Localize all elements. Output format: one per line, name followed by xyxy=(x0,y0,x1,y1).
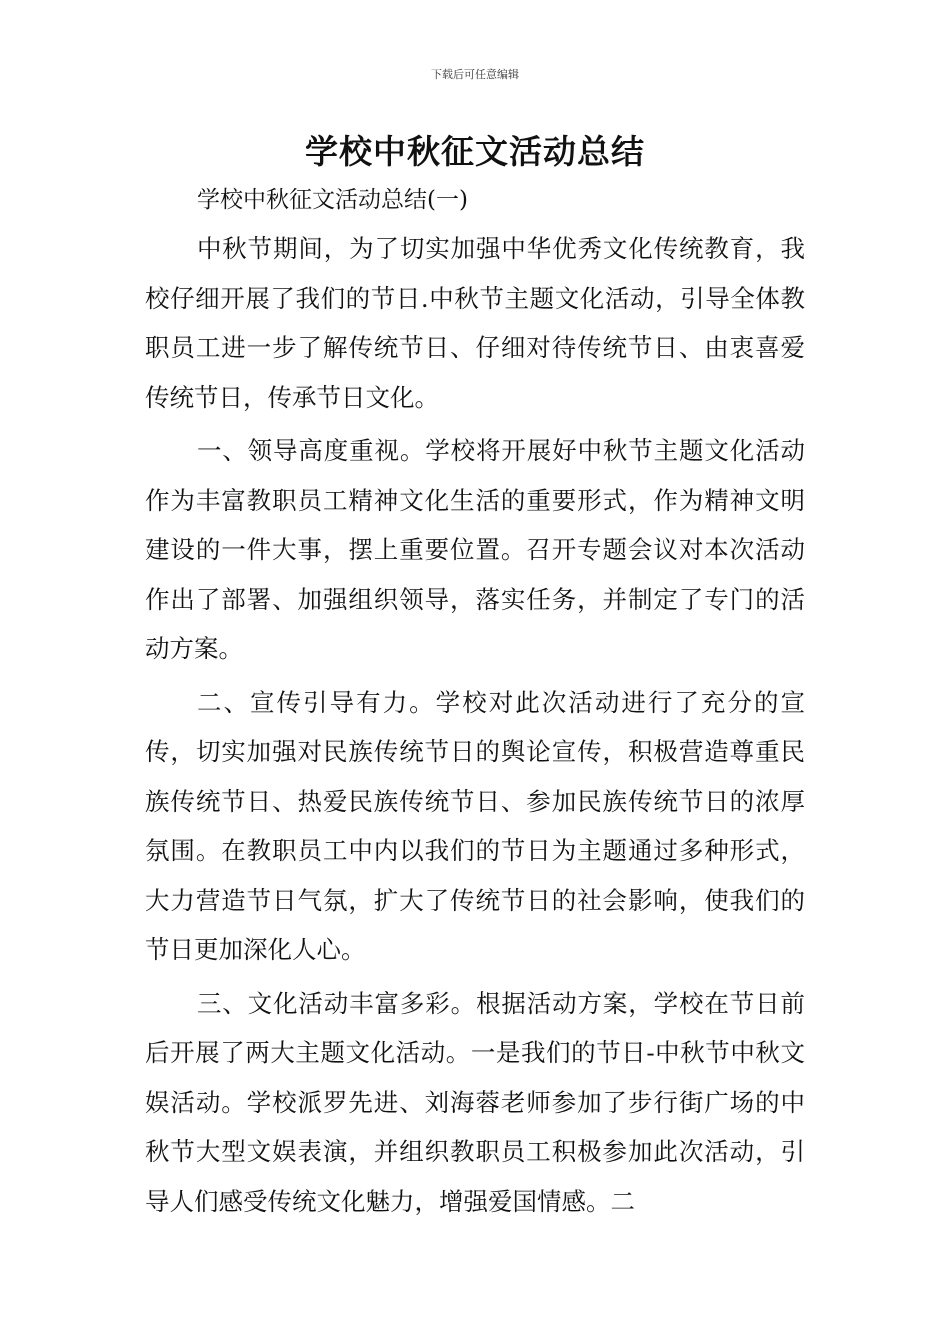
paragraph-section-2: 二、宣传引导有力。学校对此次活动进行了充分的宣传，切实加强对民族传统节日的舆论宣传，积极营造尊重民族传统节日、热爱民族传统节日、参加民族传统节日的浓厚氛围。在教职员工中内以我们的节日为主题通过多种形式，大力营造节日气氛，扩大了传统节日的社会影响，使我们的节日更加深化人心。 xyxy=(145,687,805,964)
document-title: 学校中秋征文活动总结 xyxy=(305,132,645,171)
paragraph-intro: 中秋节期间，为了切实加强中华优秀文化传统教育，我校仔细开展了我们的节日.中秋节主题文化活动，引导全体教职员工进一步了解传统节日、仔细对待传统节日、由衷喜爱传统节日，传承节日文化。 xyxy=(145,234,805,412)
paragraph-section-1: 一、领导高度重视。学校将开展好中秋节主题文化活动作为丰富教职员工精神文化生活的重要形式，作为精神文明建设的一件大事，摆上重要位置。召开专题会议对本次活动作出了部署、加强组织领导，落实任务，并制定了专门的活动方案。 xyxy=(145,436,805,663)
header-note: 下载后可任意编辑 xyxy=(431,68,519,81)
document-body xyxy=(145,176,805,1230)
document-subtitle: 学校中秋征文活动总结(一) xyxy=(197,187,468,213)
paragraph-section-3: 三、文化活动丰富多彩。根据活动方案，学校在节日前后开展了两大主题文化活动。一是我们的节日-中秋节中秋文娱活动。学校派罗先进、刘海蓉老师参加了步行街广场的中秋节大型文娱表演，并组织教职员工积极参加此次活动，引导人们感受传统文化魅力，增强爱国情感。二 xyxy=(145,988,805,1216)
